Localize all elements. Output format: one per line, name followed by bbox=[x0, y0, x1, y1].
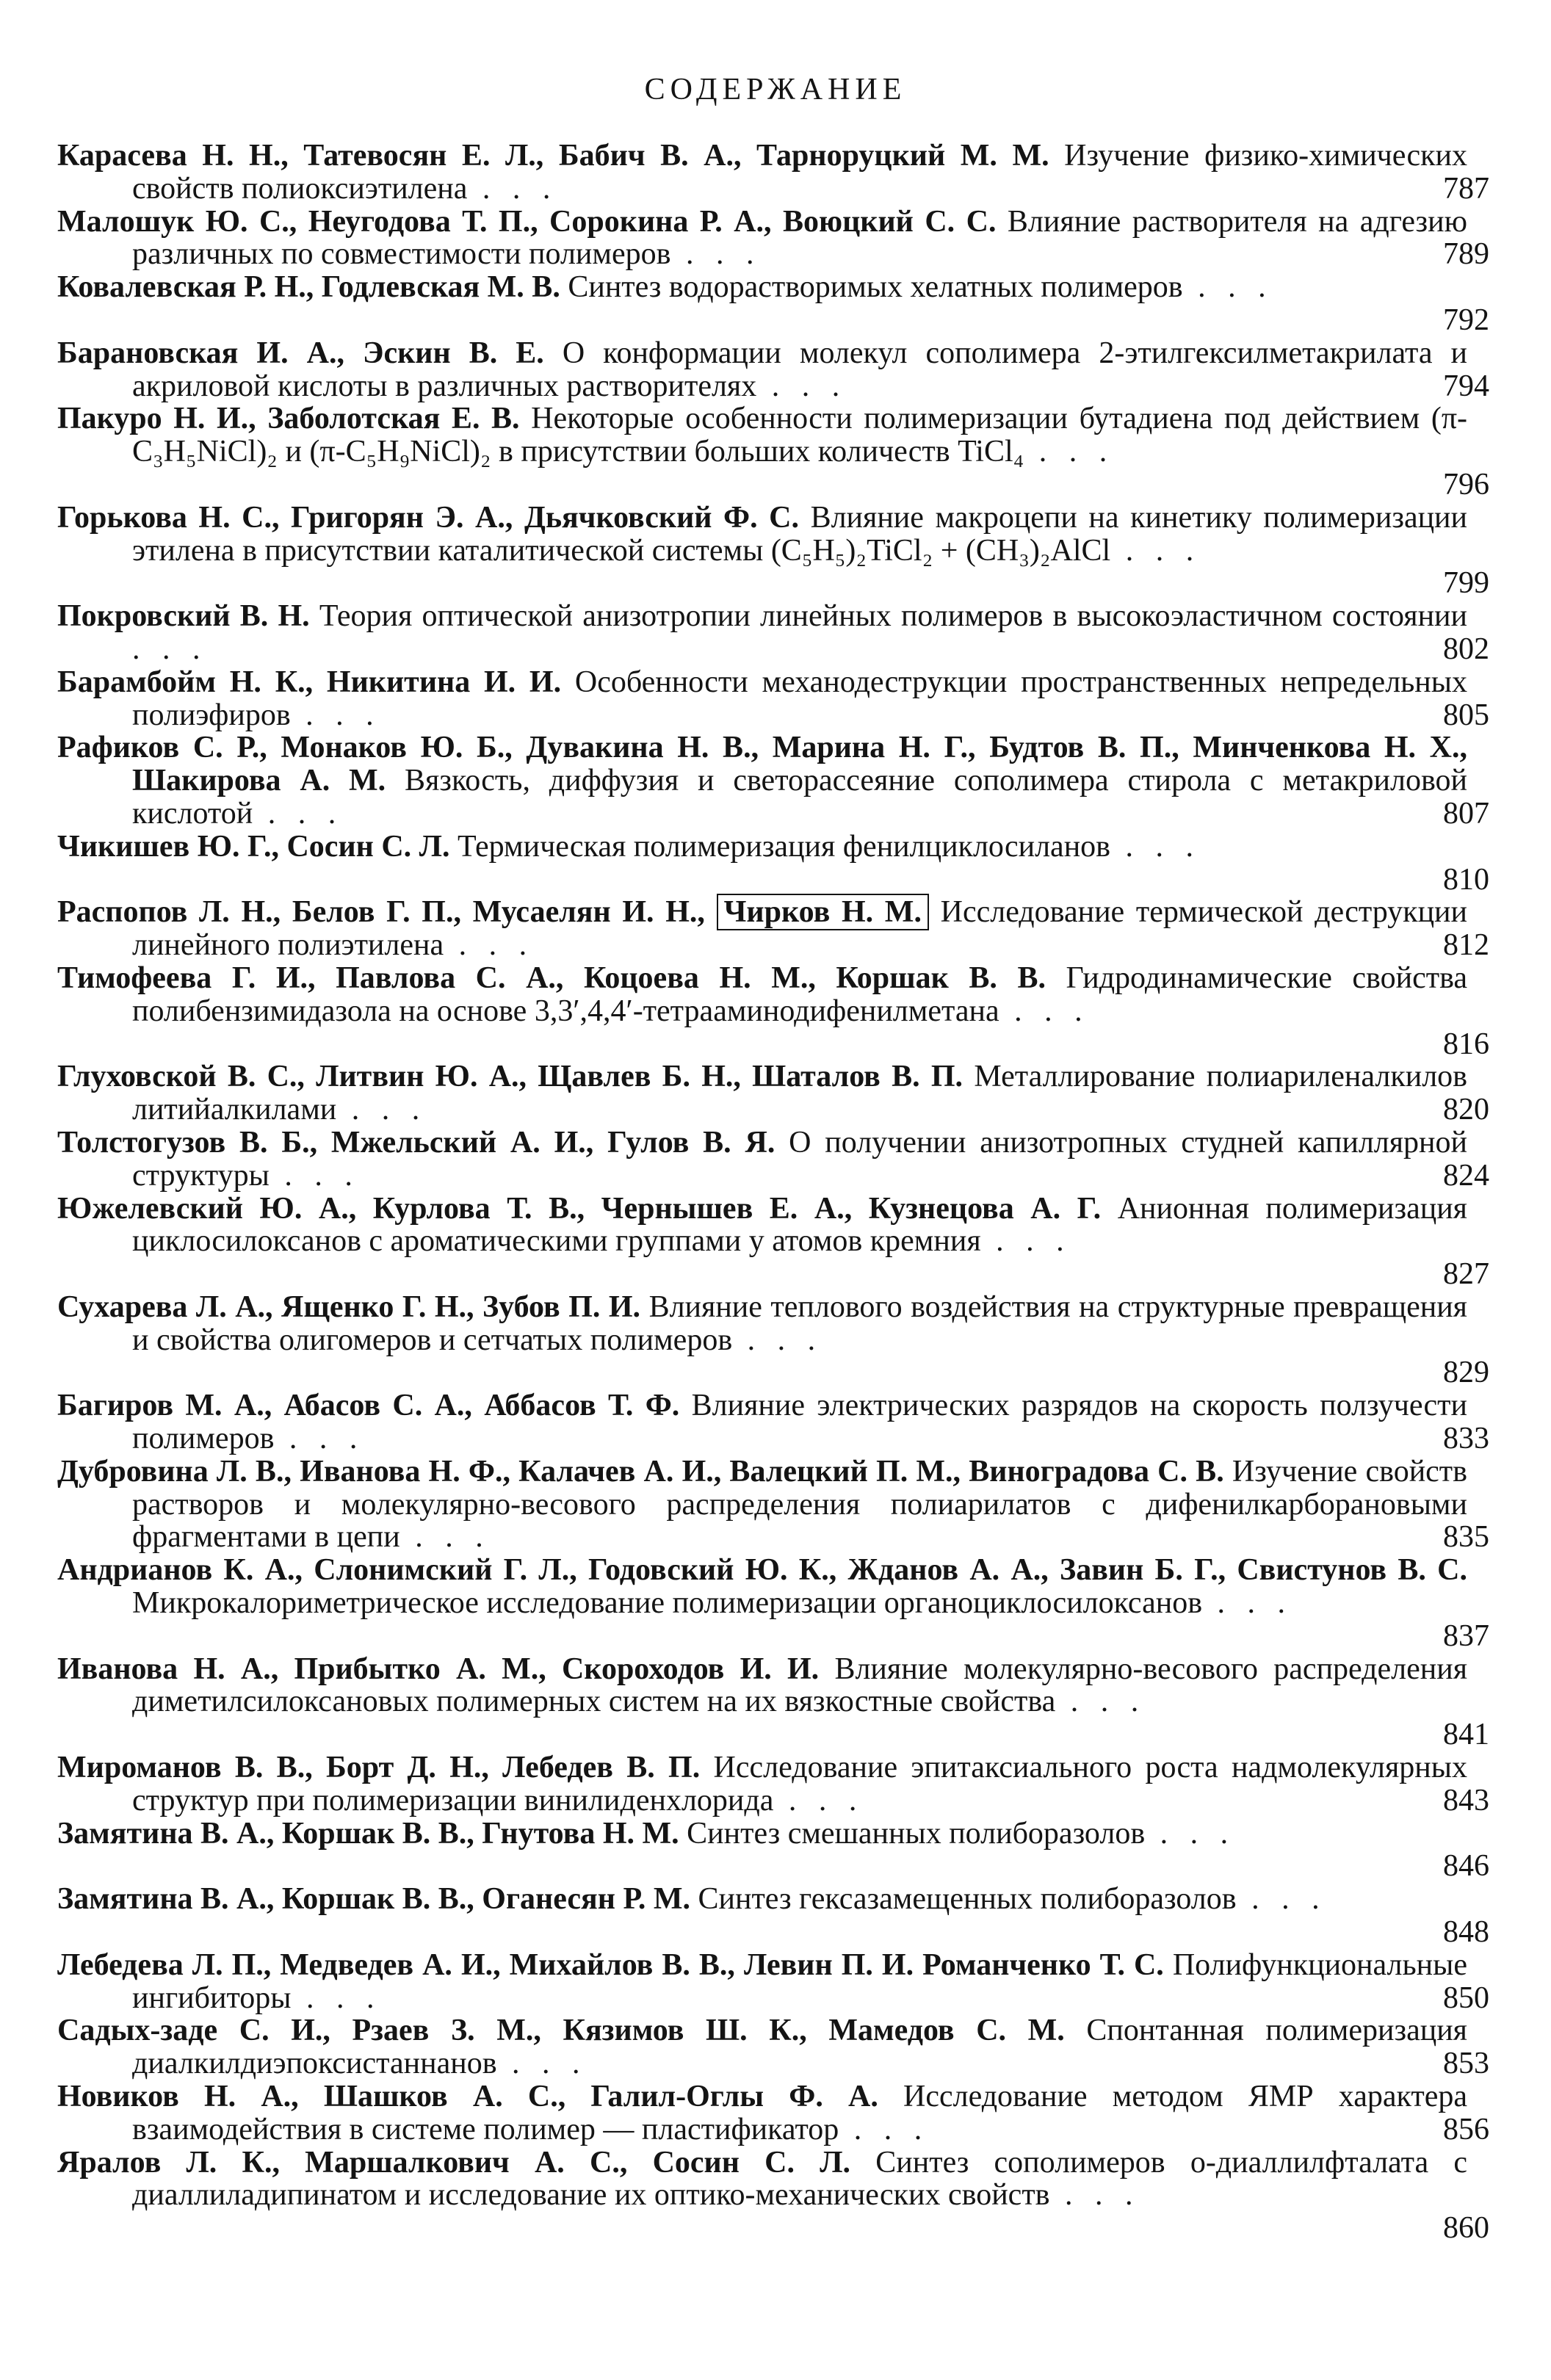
entry-page-number: 807 bbox=[1443, 796, 1489, 831]
toc-entry-text bbox=[57, 206, 1467, 272]
entry-authors: Сухарева Л. А., Ященко Г. Н., Зубов П. И. bbox=[57, 1290, 641, 1324]
entry-title: Исследование термической деструкции линейного полиэтилена bbox=[132, 895, 1468, 963]
entry-title: О получении анизотропных студней капиллярной структуры bbox=[132, 1125, 1468, 1193]
entry-authors: Покровский В. Н. bbox=[57, 599, 310, 634]
entry-authors: Глуховской В. С., Литвин Ю. А., Щавлев Б. Н., Шаталов В. П. bbox=[57, 1060, 964, 1094]
dot-leader: . . . bbox=[336, 1093, 427, 1127]
entry-title: Изучение физико-химических свойств полиоксиэтилена bbox=[132, 139, 1467, 206]
entry-page-number: 787 bbox=[1443, 171, 1489, 206]
entry-authors: Багиров М. А., Абасов С. А., Аббасов Т. Ф. bbox=[57, 1389, 680, 1423]
entry-title: Изучение свойств растворов и молекулярно-весового распределения полиарилатов с дифенилкарборановыми фрагментами в цепи bbox=[132, 1454, 1467, 1555]
entry-title: Полифункциональные ингибиторы bbox=[132, 1947, 1467, 2015]
entry-page-number: 860 bbox=[1443, 2211, 1489, 2246]
toc-entry bbox=[57, 1751, 1489, 1817]
toc-entry-text bbox=[57, 271, 1467, 304]
entry-authors: Новиков Н. А., Шашков А. С., Галил-Оглы Ф. А. bbox=[57, 2080, 878, 2114]
dot-leader: . . . bbox=[467, 171, 558, 206]
entry-title: Исследование методом ЯМР характера взаимодействия в системе полимер — пластификатор bbox=[132, 2080, 1468, 2146]
toc-entry-text bbox=[57, 600, 1467, 666]
entry-authors: Пакуро Н. И., Заболотская Е. В. bbox=[57, 402, 520, 436]
entry-authors: Яралов Л. К., Маршалкович А. С., Сосин С. Л. bbox=[57, 2145, 851, 2180]
toc-entry bbox=[57, 962, 1489, 1060]
entry-title: Синтез гексазамещенных полиборазолов bbox=[698, 1882, 1237, 1917]
toc-entry bbox=[57, 600, 1489, 666]
entry-page-number: 789 bbox=[1443, 237, 1489, 272]
dot-leader: . . . bbox=[980, 1224, 1071, 1259]
entry-title: Термическая полимеризация фенилциклосиланов bbox=[457, 829, 1110, 864]
entry-authors: Замятина В. А., Коршак В. В., Оганесян Р. М. bbox=[57, 1882, 690, 1917]
dot-leader: . . . bbox=[732, 1323, 823, 1357]
entry-page-number: 816 bbox=[1443, 1027, 1489, 1061]
entry-page-number: 820 bbox=[1443, 1093, 1489, 1127]
toc-entry-text bbox=[57, 896, 1467, 962]
entry-title: Синтез водорастворимых хелатных полимеров bbox=[568, 270, 1183, 305]
dot-leader: . . . bbox=[290, 698, 381, 732]
toc-entry bbox=[57, 337, 1489, 403]
entry-title: Особенности механодеструкции пространственных непредельных полиэфиров bbox=[132, 665, 1467, 732]
toc-entry-text bbox=[57, 2014, 1467, 2080]
entry-title: Гидродинамические свойства полибензимидазола на основе 3,3′,4,4′-тетрааминодифенилметана bbox=[132, 961, 1467, 1028]
dot-leader: . . . bbox=[1202, 1586, 1293, 1621]
dot-leader: . . . bbox=[1110, 533, 1201, 568]
dot-leader: . . . bbox=[1145, 1816, 1236, 1851]
entry-title: Влияние теплового воздействия на структурные превращения и свойства олигомеров и сетчатых полимеров bbox=[132, 1290, 1467, 1357]
entry-authors: Садых-заде С. И., Рзаев З. М., Кязимов Ш. К., Мамедов С. М. bbox=[57, 2014, 1065, 2048]
entry-page-number: 853 bbox=[1443, 2047, 1489, 2081]
dot-leader: . . . bbox=[132, 632, 208, 666]
toc-entry bbox=[57, 1389, 1489, 1455]
toc-entry bbox=[57, 206, 1489, 272]
entry-page-number: 796 bbox=[1443, 467, 1489, 502]
entry-page-number: 799 bbox=[1443, 566, 1489, 601]
entry-title: Синтез смешанных полиборазолов bbox=[687, 1816, 1146, 1851]
toc-entry bbox=[57, 1455, 1489, 1554]
toc-entry-text bbox=[57, 1554, 1467, 1620]
toc-entry bbox=[57, 1291, 1489, 1389]
toc-entry bbox=[57, 1193, 1489, 1291]
toc-entry-text bbox=[57, 1193, 1467, 1259]
entry-boxed-author: Чирков Н. М. bbox=[717, 894, 929, 930]
entry-authors: Барамбойм Н. К., Никитина И. И. bbox=[57, 665, 562, 699]
entry-page-number: 792 bbox=[1443, 303, 1489, 337]
toc-entry bbox=[57, 2080, 1489, 2146]
dot-leader: . . . bbox=[253, 796, 344, 831]
dot-leader: . . . bbox=[773, 1783, 864, 1817]
entry-authors: Распопов Л. Н., Белов Г. П., Мусаелян И. Н., bbox=[57, 895, 705, 930]
entry-page-number: 841 bbox=[1443, 1718, 1489, 1752]
entry-page-number: 833 bbox=[1443, 1422, 1489, 1456]
dot-leader: . . . bbox=[274, 1422, 365, 1456]
toc-entry bbox=[57, 1060, 1489, 1126]
toc-entry bbox=[57, 402, 1489, 501]
entry-title: Некоторые особенности полимеризации бутадиена под действием (π-C₃H₅NiCl)₂ и (π-C₅H₉NiCl)₂ в присутствии больших количеств TiCl₄ bbox=[132, 402, 1468, 469]
toc-entry-text bbox=[57, 2146, 1467, 2213]
entry-title: Спонтанная полимеризация диалкилдиэпоксистаннанов bbox=[132, 2014, 1467, 2081]
toc-entry-text bbox=[57, 731, 1467, 830]
toc-entry-text bbox=[57, 1060, 1467, 1126]
dot-leader: . . . bbox=[1236, 1882, 1327, 1917]
toc-entry-text bbox=[57, 337, 1467, 403]
toc-entry-text bbox=[57, 1883, 1467, 1916]
toc-entry-text bbox=[57, 1949, 1467, 2015]
toc-entry-text bbox=[57, 2080, 1467, 2146]
entry-title: Синтез сополимеров о-диаллилфталата с диаллиладипинатом и исследование их оптико-механических свойств bbox=[132, 2145, 1467, 2213]
entry-page-number: 837 bbox=[1443, 1618, 1489, 1653]
toc-entry-text bbox=[57, 1653, 1467, 1719]
entry-page-number: 843 bbox=[1443, 1783, 1489, 1817]
entry-page-number: 848 bbox=[1443, 1915, 1489, 1950]
entry-title: Анионная полимеризация циклосилоксанов с ароматическими группами у атомов кремния bbox=[132, 1191, 1467, 1259]
toc-entry bbox=[57, 140, 1489, 206]
entry-authors: Барановская И. А., Эскин В. Е. bbox=[57, 336, 544, 370]
entry-authors: Горькова Н. С., Григорян Э. А., Дьячковский Ф. С. bbox=[57, 500, 799, 535]
toc-entry bbox=[57, 1126, 1489, 1193]
entry-title: Металлирование полиариленалкилов литийалкилами bbox=[132, 1060, 1467, 1127]
entry-authors: Иванова Н. А., Прибытко А. М., Скороходов И. И. bbox=[57, 1652, 820, 1686]
entry-authors: Толстогузов В. Б., Мжельский А. И., Гулов В. Я. bbox=[57, 1125, 776, 1160]
entry-title: Микрокалориметрическое исследование полимеризации органоциклосилоксанов bbox=[132, 1586, 1203, 1621]
entry-authors: Мироманов В. В., Борт Д. Н., Лебедев В. П. bbox=[57, 1751, 701, 1785]
entry-page-number: 829 bbox=[1443, 1356, 1489, 1390]
toc-entry bbox=[57, 666, 1489, 732]
entry-page-number: 856 bbox=[1443, 2112, 1489, 2146]
dot-leader: . . . bbox=[444, 928, 535, 963]
entry-title: Влияние электрических разрядов на скорость ползучести полимеров bbox=[132, 1389, 1467, 1456]
entry-page-number: 802 bbox=[1443, 632, 1489, 666]
dot-leader: . . . bbox=[999, 994, 1090, 1028]
entry-authors: Чикишев Ю. Г., Сосин С. Л. bbox=[57, 829, 450, 864]
toc-entry bbox=[57, 502, 1489, 600]
entry-title: Влияние растворителя на адгезию различных по совместимости полимеров bbox=[132, 204, 1467, 272]
entry-authors: Малошук Ю. С., Неугодова Т. П., Сорокина Р. А., Воюцкий С. С. bbox=[57, 204, 997, 239]
entry-page-number: 846 bbox=[1443, 1849, 1489, 1884]
toc-entry-text bbox=[57, 1455, 1467, 1554]
dot-leader: . . . bbox=[1110, 829, 1201, 864]
entry-title: Исследование эпитаксиального роста надмолекулярных структур при полимеризации винилиденхлорида bbox=[132, 1751, 1467, 1817]
toc-entry bbox=[57, 271, 1489, 337]
entry-title: Влияние макроцепи на кинетику полимеризации этилена в присутствии каталитической системы (C₅H₅)₂TiCl₂ + (CH₃)₂AlCl bbox=[132, 500, 1468, 568]
toc-entry bbox=[57, 896, 1489, 962]
dot-leader: . . . bbox=[756, 369, 847, 403]
entry-authors: Замятина В. А., Коршак В. В., Гнутова Н. М. bbox=[57, 1816, 679, 1851]
toc-entry bbox=[57, 731, 1489, 830]
toc-entry bbox=[57, 1817, 1489, 1884]
toc-entry bbox=[57, 1949, 1489, 2015]
toc-entry-text bbox=[57, 402, 1467, 469]
page-title: СОДЕРЖАНИЕ bbox=[644, 73, 907, 106]
toc-entry-text bbox=[57, 1389, 1467, 1455]
toc-entry bbox=[57, 1554, 1489, 1652]
entry-page-number: 810 bbox=[1443, 862, 1489, 897]
toc-entry bbox=[57, 1883, 1489, 1949]
dot-leader: . . . bbox=[1024, 435, 1115, 469]
toc-entry-text bbox=[57, 1291, 1467, 1357]
toc-entry bbox=[57, 2014, 1489, 2080]
entry-authors: Ковалевская Р. Н., Годлевская М. В. bbox=[57, 270, 560, 305]
dot-leader: . . . bbox=[670, 237, 762, 272]
entry-authors: Андрианов К. А., Слонимский Г. Л., Годовский Ю. К., Жданов А. А., Завин Б. Г., Свистунов В. С. bbox=[57, 1553, 1467, 1588]
entry-page-number: 805 bbox=[1443, 698, 1489, 732]
entry-page-number: 824 bbox=[1443, 1158, 1489, 1193]
entry-title: О конформации молекул сополимера 2-этилгексилметакрилата и акриловой кислоты в различных растворителях bbox=[132, 336, 1468, 403]
entry-page-number: 827 bbox=[1443, 1257, 1489, 1292]
dot-leader: . . . bbox=[291, 1981, 382, 2015]
toc-entry-text bbox=[57, 666, 1467, 732]
entry-page-number: 812 bbox=[1443, 928, 1489, 963]
dot-leader: . . . bbox=[1055, 1685, 1146, 1719]
dot-leader: . . . bbox=[400, 1520, 491, 1555]
toc-entry-text bbox=[57, 502, 1467, 568]
dot-leader: . . . bbox=[269, 1158, 360, 1193]
toc-list bbox=[57, 140, 1489, 2245]
toc-entry-text bbox=[57, 831, 1467, 864]
entry-title: Теория оптической анизотропии линейных полимеров в высокоэластичном состоянии bbox=[319, 599, 1468, 634]
dot-leader: . . . bbox=[496, 2047, 588, 2081]
toc-entry-text bbox=[57, 1751, 1467, 1817]
dot-leader: . . . bbox=[839, 2112, 930, 2146]
entry-authors: Южелевский Ю. А., Курлова Т. В., Чернышев Е. А., Кузнецова А. Г. bbox=[57, 1191, 1102, 1226]
entry-authors: Лебедева Л. П., Медведев А. И., Михайлов В. В., Левин П. И. Романченко Т. С. bbox=[57, 1947, 1164, 1982]
toc-entry-text bbox=[57, 1126, 1467, 1193]
dot-leader: . . . bbox=[1182, 270, 1273, 305]
dot-leader: . . . bbox=[1049, 2178, 1140, 2213]
entry-page-number: 835 bbox=[1443, 1520, 1489, 1555]
entry-authors: Тимофеева Г. И., Павлова С. А., Коцоева Н. М., Коршак В. В. bbox=[57, 961, 1046, 995]
entry-page-number: 850 bbox=[1443, 1981, 1489, 2015]
entry-authors: Дубровина Л. В., Иванова Н. Ф., Калачев А. И., Валецкий П. М., Виноградова С. В. bbox=[57, 1454, 1224, 1489]
entry-authors: Карасева Н. Н., Татевосян Е. Л., Бабич В. А., Тарноруцкий М. М. bbox=[57, 139, 1049, 173]
entry-authors: Рафиков С. Р., Монаков Ю. Б., Дувакина Н. В., Марина Н. Г., Будтов В. П., Минченкова Н. Х., Шакирова А. М. bbox=[57, 731, 1467, 798]
toc-entry-text bbox=[57, 1817, 1467, 1851]
entry-page-number: 794 bbox=[1443, 369, 1489, 403]
entry-title: Вязкость, диффузия и светорассеяние сополимера стирола с метакриловой кислотой bbox=[132, 764, 1467, 831]
toc-entry-text bbox=[57, 140, 1467, 206]
toc-entry bbox=[57, 2146, 1489, 2245]
toc-entry-text bbox=[57, 962, 1467, 1028]
entry-title: Влияние молекулярно-весового распределения диметилсилоксановых полимерных систем на их вязкостные свойства bbox=[132, 1652, 1468, 1719]
toc-entry bbox=[57, 831, 1489, 897]
toc-entry bbox=[57, 1653, 1489, 1751]
